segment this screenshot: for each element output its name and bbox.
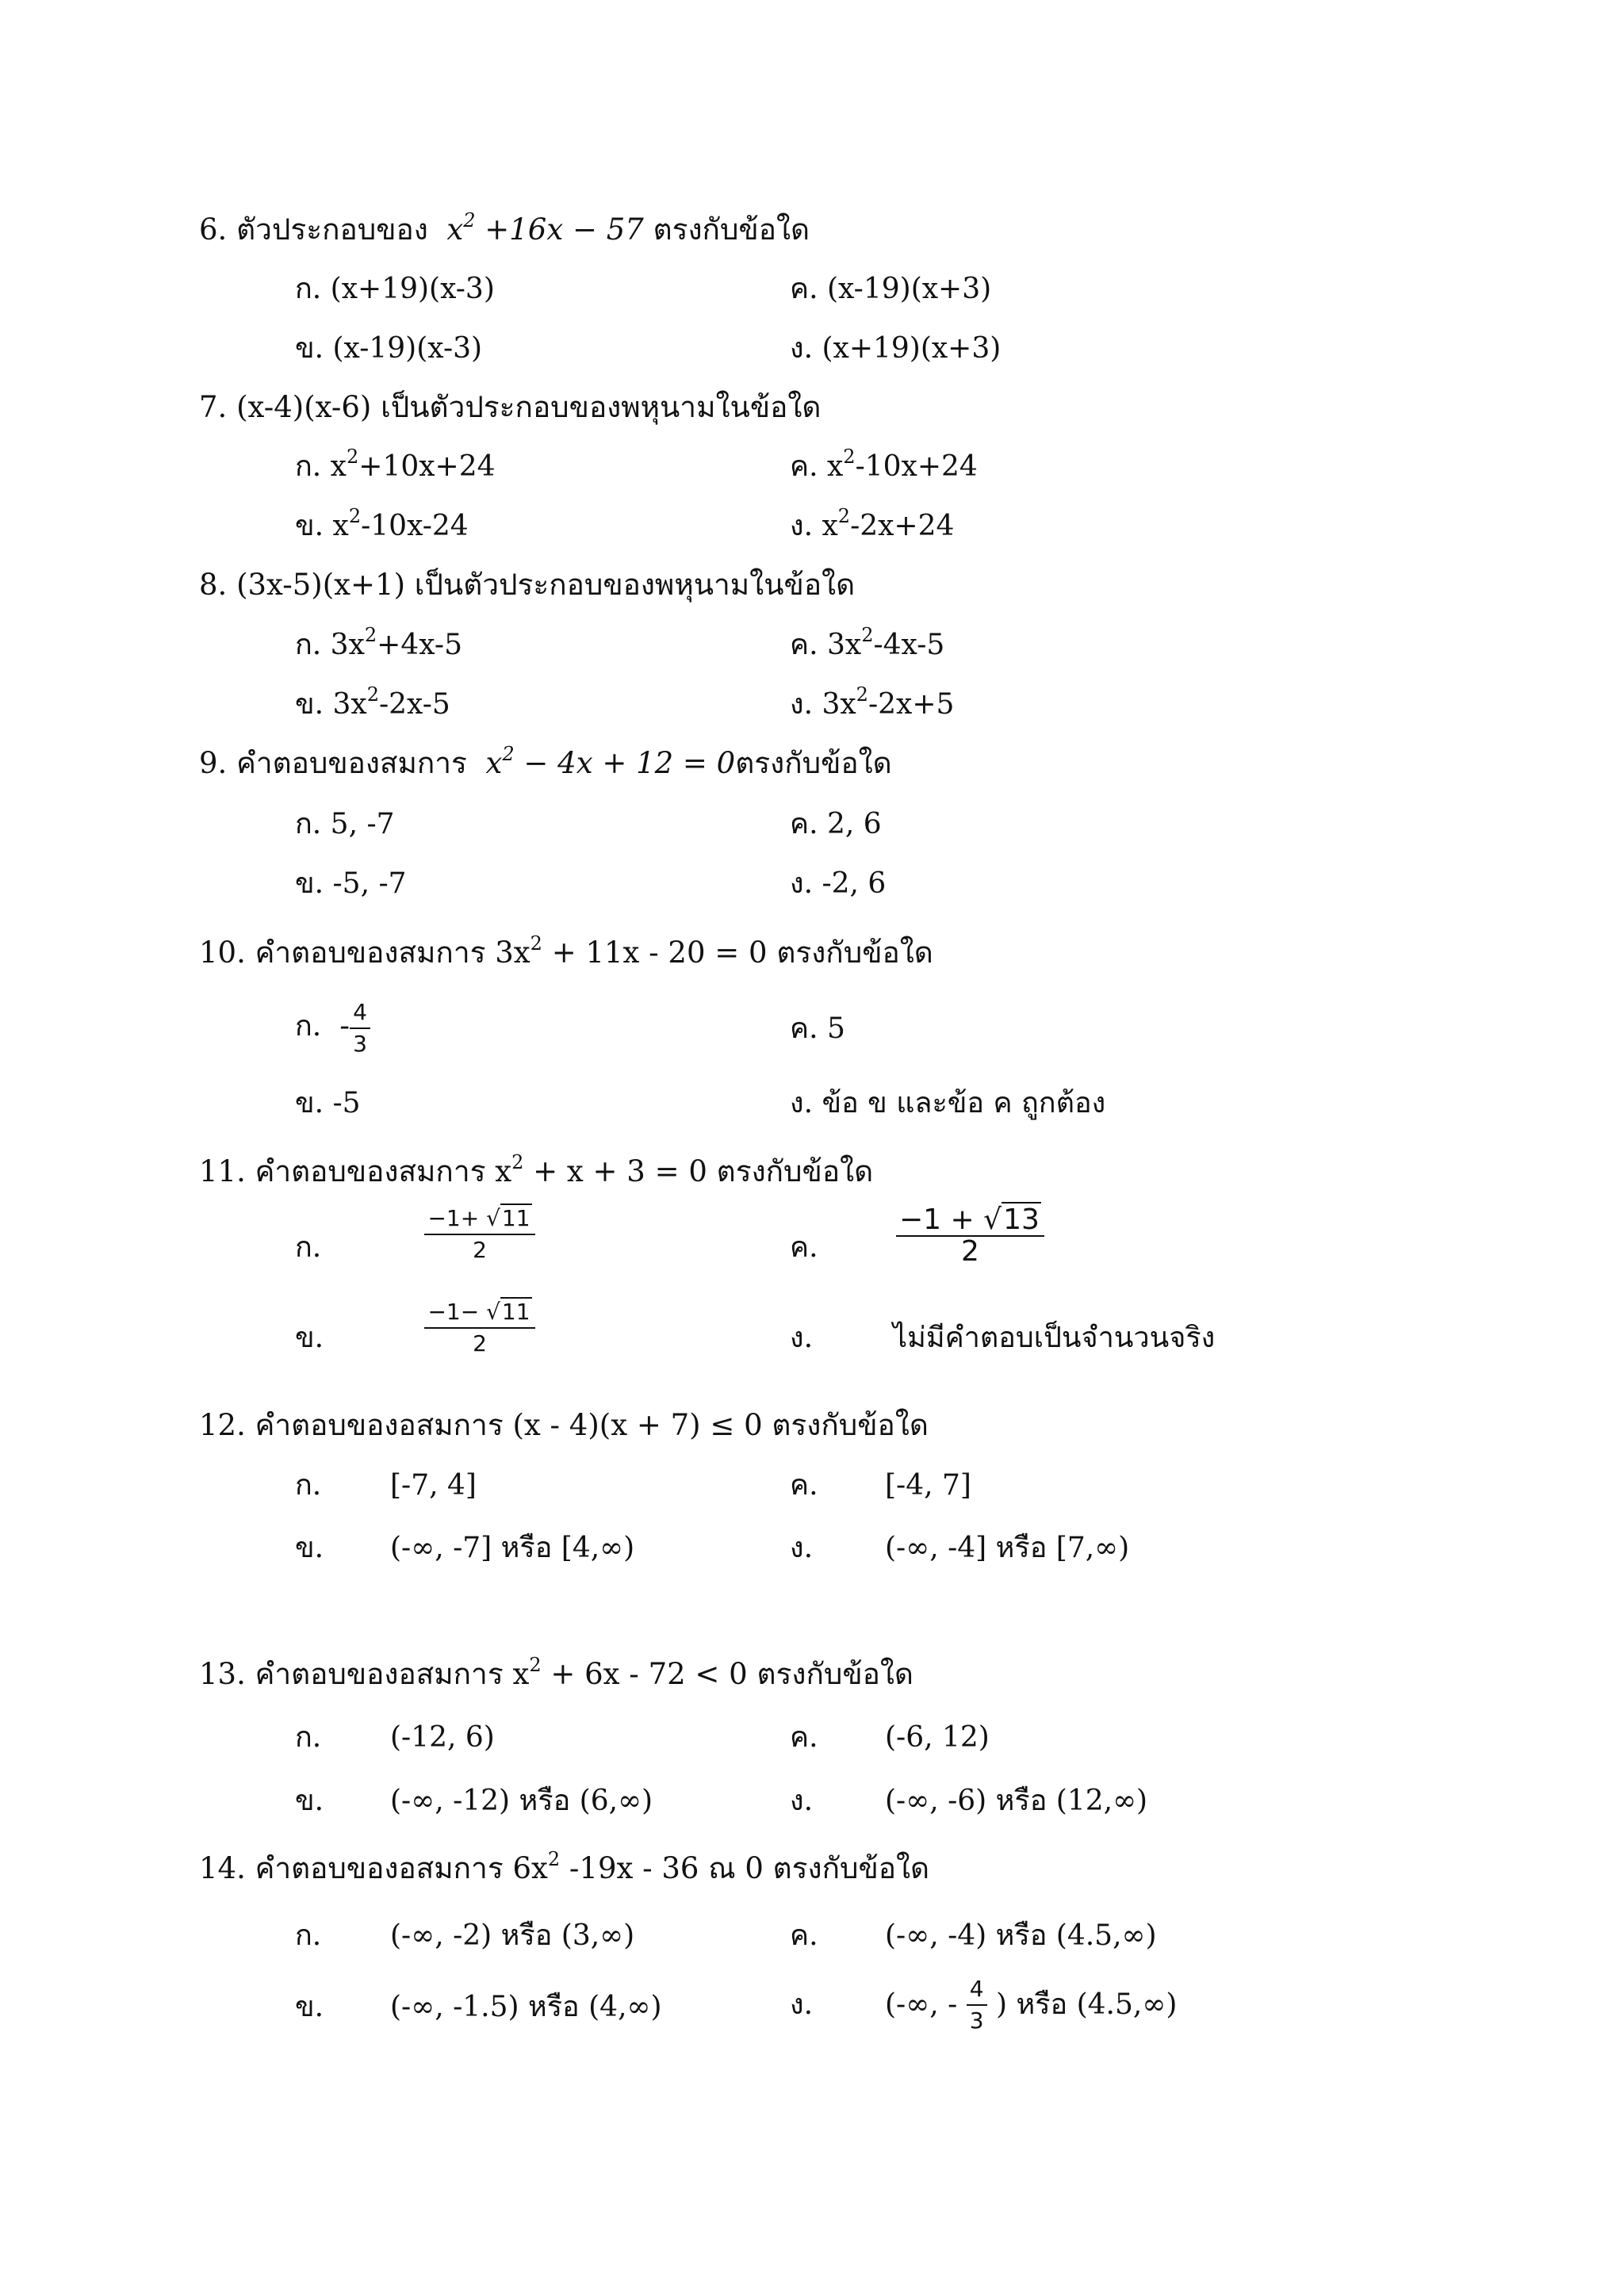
q13-option-d: ง. (-∞, -6) หรือ (12,∞) (790, 1785, 1148, 1817)
q9-option-c: ค. 2, 6 (790, 808, 882, 840)
q14-option-d: ง. (-∞, - $\frac{4}{3}$ ) หรือ (4.5,∞) (790, 1974, 1177, 2036)
q8-option-a: ก. $3x^2+4x-5$ (295, 624, 462, 661)
q14-option-d-fraction: $\frac{4}{3}$ (967, 1974, 987, 2036)
question-6 (199, 209, 810, 251)
q10-option-b: ข. -5 (295, 1087, 361, 1119)
q13-option-c: ค. (-6, 12) (790, 1721, 990, 1754)
q10-option-c: ค. 5 (790, 1012, 845, 1045)
q6-option-b: ข. (x-19)(x-3) (295, 332, 483, 365)
q12-option-a: ก. [-7, 4] (295, 1469, 477, 1502)
q10-option-a-fraction: $\frac{4}{3}$ (350, 997, 370, 1059)
q14-option-a: ก. (-∞, -2) หรือ (3,∞) (295, 1919, 635, 1952)
q13-option-b: ข. (-∞, -12) หรือ (6,∞) (295, 1785, 653, 1817)
question-9-text: 9. คำตอบของสมการ (199, 746, 467, 780)
q6-option-a: ก. (x+19)(x-3) (295, 273, 495, 305)
q11-option-b-label: ข. (295, 1322, 324, 1354)
q7-option-c: ค. $x^2-10x+24$ (790, 446, 978, 483)
q7-option-b: ข. $x^2-10x-24$ (295, 505, 469, 542)
q14-option-c: ค. (-∞, -4) หรือ (4.5,∞) (790, 1919, 1157, 1952)
q8-option-d: ง. $3x^2-2x+5$ (790, 683, 955, 721)
q11-option-a-fraction: $\frac{-1+ √11}{2}$ (420, 1203, 539, 1265)
q12-option-d: ง. (-∞, -4] หรือ [7,∞) (790, 1532, 1130, 1564)
q10-option-d: ง. ข้อ ข และข้อ ค ถูกต้อง (790, 1087, 1106, 1119)
q8-option-c: ค. $3x^2-4x-5$ (790, 624, 945, 661)
question-14: 14. คำตอบของอสมการ $6x^2$ -19x - 36 ณ 0 ตรงกับข้อใด (199, 1848, 930, 1885)
question-11: 11. คำตอบของสมการ $x^2 + x + 3 = 0$ ตรงกับข้อใด (199, 1151, 874, 1188)
question-13: 13. คำตอบของอสมการ $x^2 + 6x - 72 < 0$ ตรงกับข้อใด (199, 1654, 914, 1691)
q11-option-a-label: ก. (295, 1231, 322, 1264)
q11-option-a (420, 1203, 539, 1265)
q6-option-d: ง. (x+19)(x+3) (790, 332, 1002, 365)
q6-option-c: ค. (x-19)(x+3) (790, 273, 992, 305)
question-12: 12. คำตอบของอสมการ (x - 4)(x + 7) ≤ 0 ตรงกับข้อใด (199, 1408, 929, 1442)
q11-option-c (896, 1205, 1044, 1267)
q11-option-b-fraction: $\frac{-1- √11}{2}$ (420, 1297, 539, 1359)
question-6-suffix: ตรงกับข้อใด (643, 212, 810, 247)
q9-option-b: ข. -5, -7 (295, 867, 407, 900)
q11-option-c-label: ค. (790, 1231, 818, 1264)
q12-option-b: ข. (-∞, -7] หรือ [4,∞) (295, 1532, 635, 1564)
question-10: 10. คำตอบของสมการ $3x^2 + 11x - 20 = 0$ ตรงกับข้อใด (199, 932, 933, 970)
q14-option-b: ข. (-∞, -1.5) หรือ (4,∞) (295, 1991, 662, 2023)
question-6-expression: $x^2 +16x - 57$ (446, 209, 644, 247)
q10-option-a: ก. - $\frac{4}{3}$ (295, 997, 370, 1059)
question-8: 8. (3x-5)(x+1) เป็นตัวประกอบของพหุนามในข้อใด (199, 568, 856, 602)
q7-option-a: ก. $x^2+10x+24$ (295, 446, 496, 483)
q7-option-d: ง. $x^2-2x+24$ (790, 505, 955, 542)
q9-option-a: ก. 5, -7 (295, 808, 395, 840)
q11-option-c-fraction: $\frac{-1 + √13}{2}$ (896, 1205, 1044, 1267)
q9-option-d: ง. -2, 6 (790, 867, 887, 900)
question-6-text: 6. ตัวประกอบของ (199, 212, 428, 247)
question-9-expression: $x^2 - 4x + 12 = 0$ (485, 743, 736, 780)
question-7: 7. (x-4)(x-6) เป็นตัวประกอบของพหุนามในข้อใด (199, 390, 822, 424)
q11-option-d-label: ง. (790, 1322, 814, 1354)
q11-option-b (420, 1297, 539, 1359)
question-9-suffix: ตรงกับข้อใด (735, 746, 892, 780)
q13-option-a: ก. (-12, 6) (295, 1721, 495, 1754)
q8-option-b: ข. $3x^2-2x-5$ (295, 683, 450, 721)
question-9 (199, 743, 892, 784)
q12-option-c: ค. [-4, 7] (790, 1469, 971, 1502)
q11-option-d: ไม่มีคำตอบเป็นจำนวนจริง (893, 1322, 1216, 1354)
